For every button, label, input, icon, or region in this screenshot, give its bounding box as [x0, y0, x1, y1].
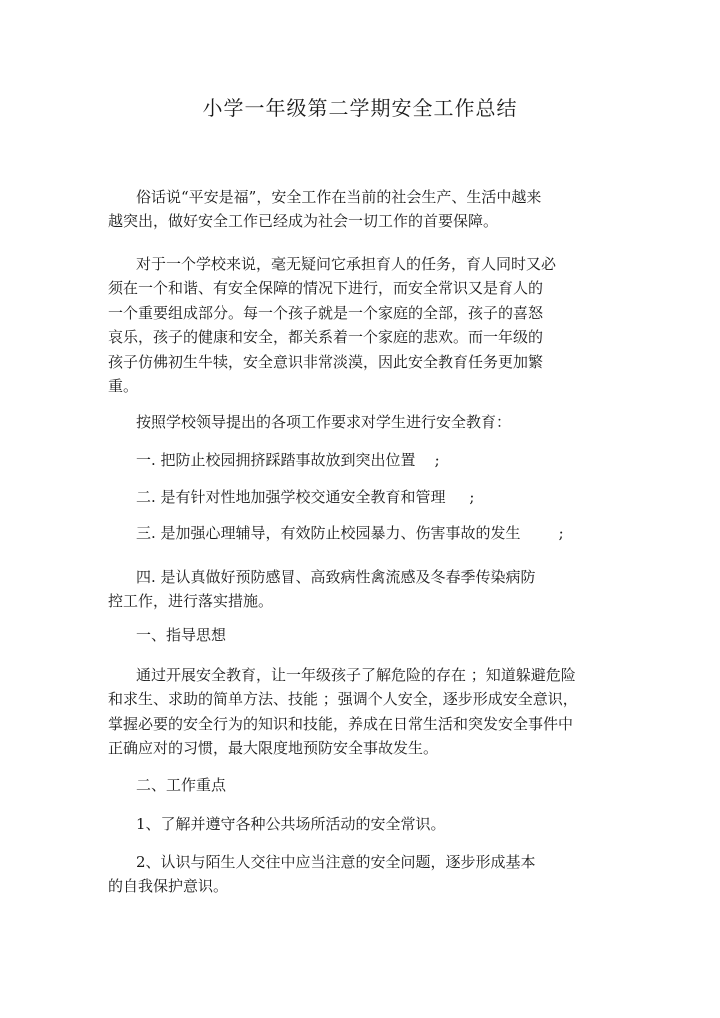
section-heading-guiding: [108, 623, 583, 647]
document-title: 小学一年级第二学期安全工作总结: [202, 96, 518, 120]
text-line: 三. 是加强心理辅导，有效防止校园暴力、伤害事故的发生 ;: [136, 524, 564, 542]
paragraph-requirements: [108, 410, 583, 434]
text-line: 越突出，做好安全工作已经成为社会一切工作的首要保障。: [108, 212, 499, 231]
text-line: 一个重要组成部分。每一个孩子就是一个家庭的全部，孩子的喜怒: [108, 303, 544, 322]
text-line: 二、工作重点: [136, 776, 227, 794]
text-line: 按照学校领导提出的各项工作要求对学生进行安全教育：: [136, 413, 512, 431]
text-line: 2、认识与陌生人交往中应当注意的安全问题，逐步形成基本: [136, 853, 536, 871]
paragraph-intro: [108, 185, 583, 234]
focus-item-2: [108, 850, 583, 899]
list-item-4: [108, 565, 583, 614]
text-line: 一. 把防止校园拥挤踩踏事故放到突出位置 ;: [136, 451, 440, 469]
text-line: 的自我保护意识。: [108, 877, 229, 896]
text-line: 孩子仿佛初生牛犊，安全意识非常淡漠，因此安全教育任务更加繁: [108, 352, 544, 371]
list-item-3: [108, 521, 583, 545]
text-line: 须在一个和谐、有安全保障的情况下进行，而安全常识又是育人的: [108, 279, 544, 298]
text-line: 重。: [108, 377, 139, 396]
text-line: 1、了解并遵守各种公共场所活动的安全常识。: [136, 815, 446, 833]
text-line: 四. 是认真做好预防感冒、高致病性禽流感及冬春季传染病防: [136, 568, 536, 586]
text-line: 通过开展安全教育，让一年级孩子了解危险的存在 ；知道躲避危险: [136, 666, 576, 684]
text-line: 对于一个学校来说，毫无疑问它承担育人的任务，育人同时又必: [136, 255, 557, 273]
list-item-1: [108, 448, 583, 472]
section-heading-focus: [108, 773, 583, 797]
text-line: 一、指导思想: [136, 626, 227, 644]
text-line: 正确应对的习惯，最大限度地预防安全事故发生。: [108, 739, 439, 758]
text-line: 俗话说“平安是福”，安全工作在当前的社会生产、生活中越来: [136, 188, 542, 206]
paragraph-school: [108, 252, 583, 398]
focus-item-1: [108, 812, 583, 836]
text-line: 二. 是有针对性地加强学校交通安全教育和管理 ;: [136, 488, 475, 506]
text-line: 控工作，进行落实措施。: [108, 592, 274, 611]
text-line: 和求生、求助的简单方法、技能 ；强调个人安全，逐步形成安全意识，: [108, 690, 578, 709]
text-line: 掌握必要的安全行为的知识和技能，养成在日常生活和突发安全事件中: [108, 714, 574, 733]
list-item-2: [108, 485, 583, 509]
text-line: 哀乐，孩子的健康和安全，都关系着一个家庭的悲欢。而一年级的: [108, 328, 544, 347]
paragraph-guiding: [108, 663, 583, 761]
